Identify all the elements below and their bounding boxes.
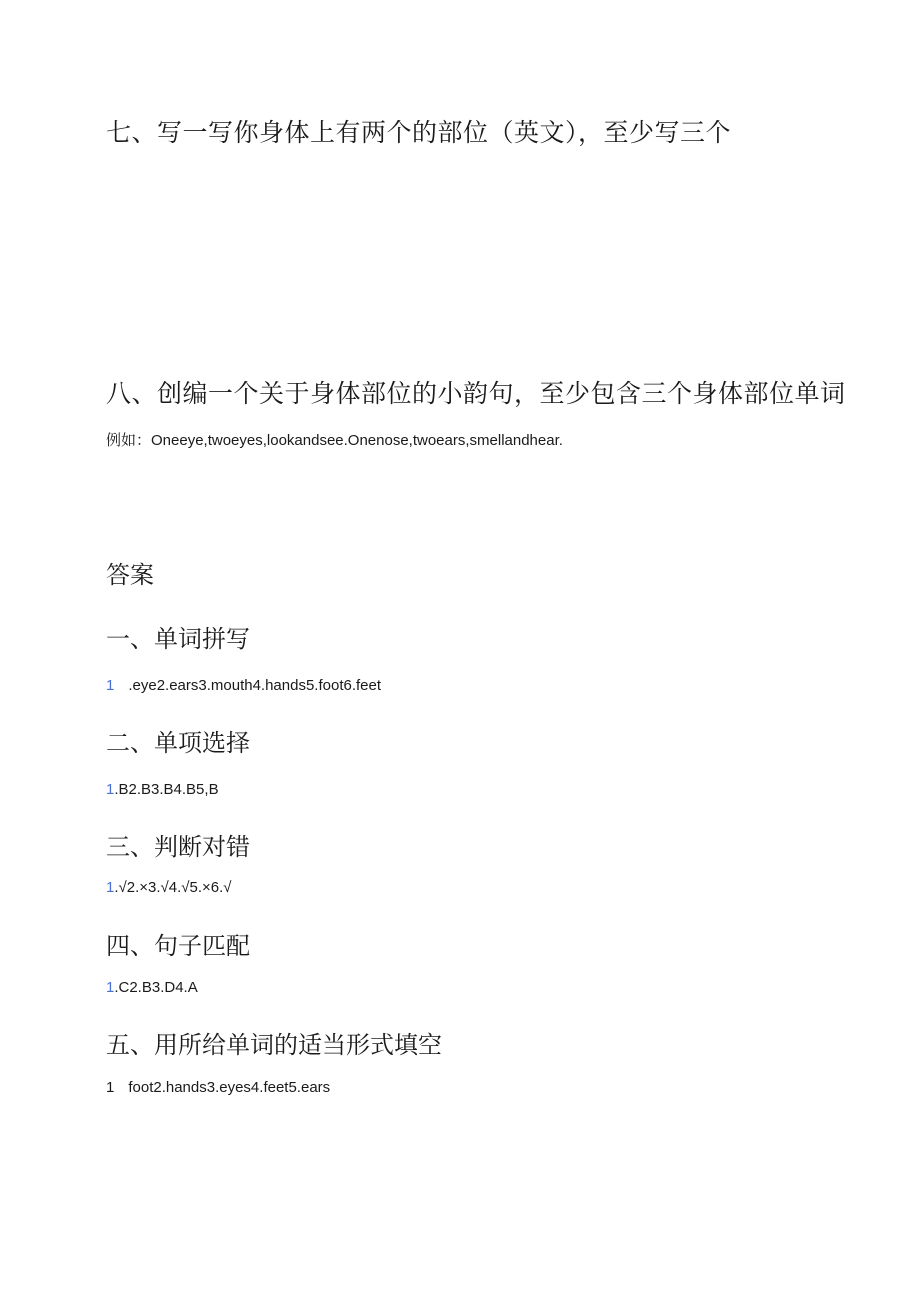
answer-section-1-title: 一、单词拼写 <box>106 625 250 653</box>
answer-section-3-title: 三、判断对错 <box>106 833 250 861</box>
answer-section-3-line <box>106 878 232 898</box>
answer-section-5-line <box>106 1078 330 1098</box>
answer-text: .B2.B3.B4.B5,B <box>114 781 219 798</box>
answer-section-5-title: 五、用所给单词的适当形式填空 <box>106 1031 442 1059</box>
answer-section-1-line <box>106 676 381 696</box>
answer-section-2-title: 二、单项选择 <box>106 729 250 757</box>
answer-number: 1 <box>106 781 115 798</box>
answer-text: .√2.×3.√4.√5.×6.√ <box>114 879 232 896</box>
answer-section-2-line <box>106 780 219 800</box>
answer-text: .C2.B3.D4.A <box>114 979 198 996</box>
answer-section-4-title: 四、句子匹配 <box>106 932 250 960</box>
answer-number: 1 <box>106 879 115 896</box>
question-8-example: 例如：Oneeye,twoeyes,lookandsee.Onenose,twoears,smellandhear. <box>106 432 563 449</box>
question-7-title: 七、写一写你身体上有两个的部位（英文），至少写三个 <box>106 118 732 147</box>
answers-heading: 答案 <box>106 561 154 589</box>
answer-number: 1 <box>106 677 115 694</box>
answer-number: 1 <box>106 979 115 996</box>
answer-text: .eye2.ears3.mouth4.hands5.foot6.feet <box>128 677 382 694</box>
question-8-title: 八、创编一个关于身体部位的小韵句，至少包含三个身体部位单词 <box>106 379 846 408</box>
answer-text: foot2.hands3.eyes4.feet5.ears <box>128 1079 331 1096</box>
answer-number: 1 <box>106 1079 115 1096</box>
answer-section-4-line <box>106 978 198 998</box>
